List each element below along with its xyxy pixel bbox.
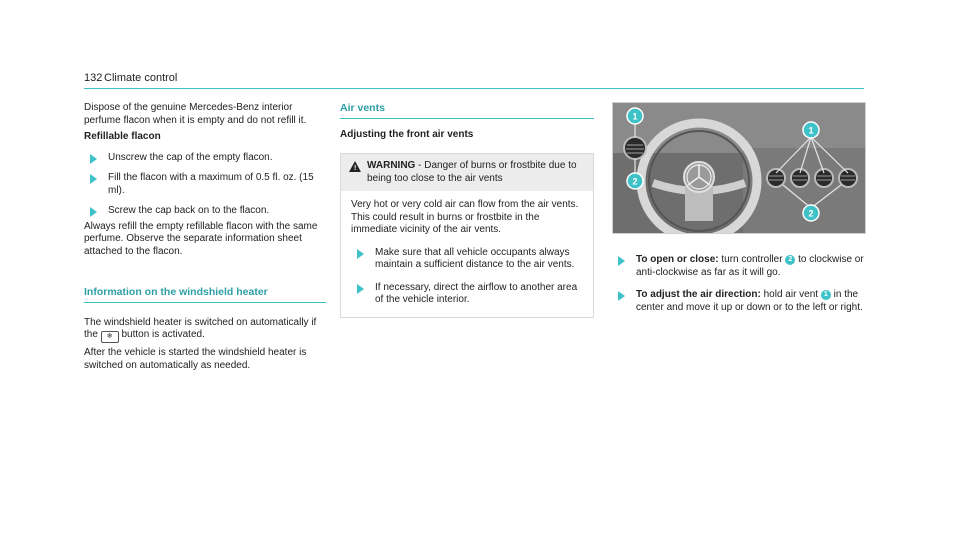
step-arrow-icon [357,249,364,259]
open-close-step [612,254,864,279]
dashboard-illustration [613,103,865,233]
step-text: Screw the cap back on to the flacon. [108,205,270,216]
warning-step-1 [351,247,583,272]
warning-body [341,191,593,317]
section-rule [340,118,594,119]
text-span: turn controller [721,254,783,265]
warning-header [341,154,593,191]
adjust-vents-subtitle: Adjusting the front air vents [340,128,474,140]
windshield-paragraph-2: After the vehicle is started the windshield heater is switched on automatically as needed. [84,347,307,371]
callout-label: 1 [632,111,638,122]
section-rule [84,302,326,303]
warning-box [340,153,594,318]
step-arrow-icon [90,154,97,164]
step-label: To open or close: [636,254,719,265]
column-middle [340,102,594,318]
warning-step-2 [351,282,583,307]
callout-label: 2 [632,176,638,187]
air-vents-title: Air vents [340,102,385,114]
step-text: If necessary, direct the airflow to another area of the vehicle interior. [375,281,578,305]
callout-label: 1 [808,125,814,136]
windshield-paragraph-1 [84,317,326,344]
step-arrow-icon [618,256,625,266]
warning-text: - Danger of burns or frostbite due to being too close to the air vents [367,160,577,184]
step-text: Make sure that all vehicle occupants always maintain a sufficient distance to the air vents. [375,246,575,270]
refill-step-1 [84,152,326,165]
page-header [0,0,960,90]
refill-step-2 [84,172,326,197]
step-text: Unscrew the cap of the empty flacon. [108,151,273,163]
refillable-title: Refillable flacon [84,131,161,142]
step-text: Fill the flacon with a maximum of 0.5 fl. oz. (15 ml). [108,172,314,196]
page-title: Climate control [104,72,178,84]
step-arrow-icon [618,291,625,301]
vent-badge: 1 [821,290,831,300]
windshield-section [84,286,326,372]
text-span: The windshield heater is switched on automatically if the [84,316,317,340]
warning-label: WARNING [367,160,416,171]
adjust-direction-step [612,289,864,314]
column-right [612,102,864,314]
dashboard-figure [612,102,866,234]
text-span: in the center and move it up or down or to the left or right. [636,289,863,313]
step-text [636,254,864,279]
windshield-title: Information on the windshield heater [84,286,268,298]
step-text [636,289,864,314]
intro-paragraph: Dispose of the genuine Mercedes-Benz interior perfume flacon when it is empty and do not refill it. [84,102,307,126]
step-label: To adjust the air direction: [636,289,761,300]
page-number: 132 [84,72,103,84]
column-left [84,102,326,372]
warning-triangle-icon: ! [349,161,361,172]
step-arrow-icon [90,174,97,184]
text-span: to clockwise or anti-clockwise as far as it will go. [636,254,864,278]
text-span: hold air vent [763,289,819,300]
warning-body-1: Very hot or very cold air can flow from the air vents. [351,199,579,210]
warning-body-2: This could result in burns or frostbite in the immediate vicinity of the air vents. [351,211,540,235]
controller-badge: 2 [785,255,795,265]
step-arrow-icon [90,207,97,217]
step-arrow-icon [357,284,364,294]
text-span: button is activated. [121,329,205,340]
always-note: Always refill the empty refillable flacon with the same perfume. Observe the separate information sheet attached to the flacon. [84,220,318,257]
fan-max-icon: ❄ [101,331,119,343]
refill-step-3 [84,205,326,218]
callout-label: 2 [808,208,814,219]
header-rule [84,88,864,89]
